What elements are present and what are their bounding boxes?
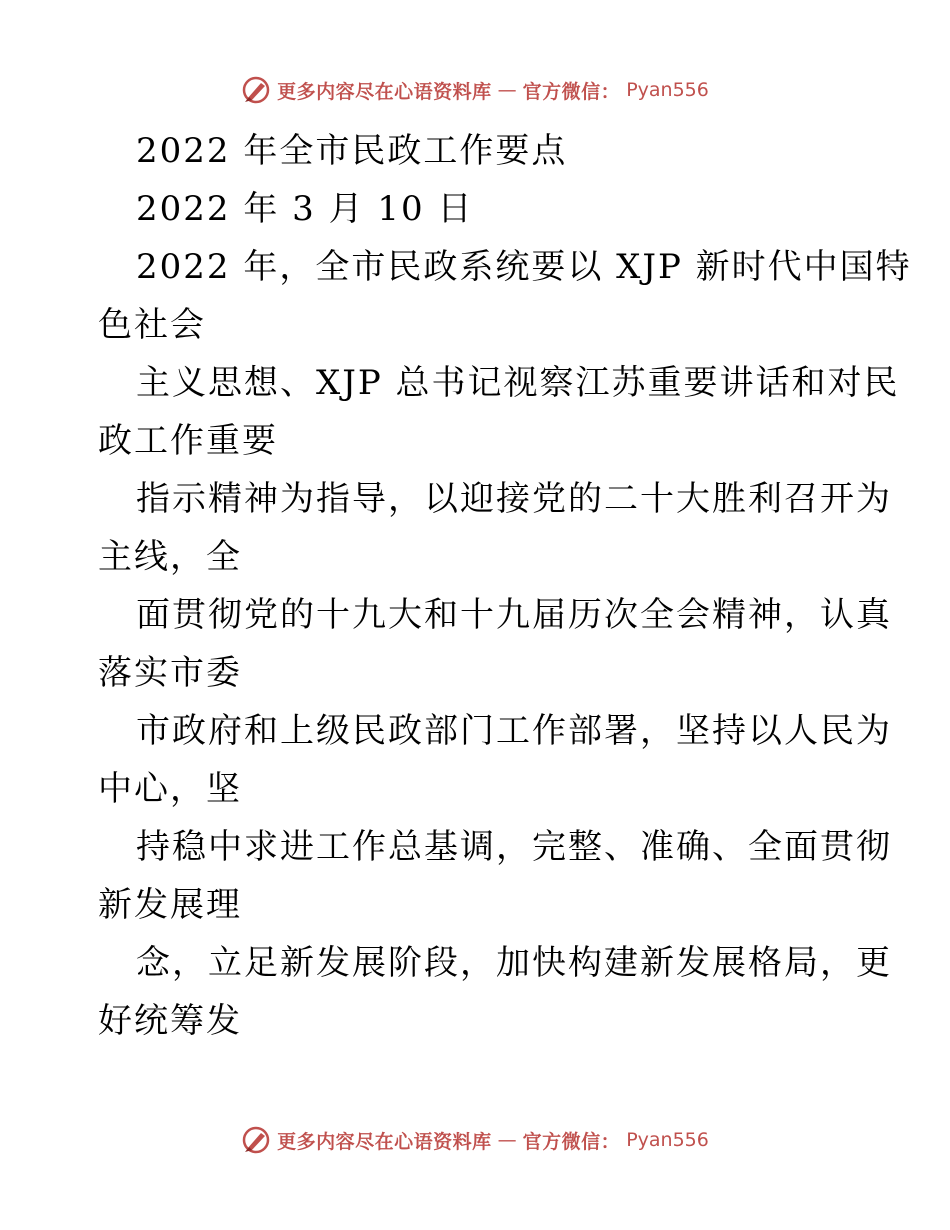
watermark-handle: Pyan556 (626, 79, 709, 101)
document-date: 2022 年 3 月 10 日 (136, 189, 474, 229)
watermark-dash: — (497, 79, 517, 101)
paragraph-line: 指示精神为指导，以迎接党的二十大胜利召开为 (136, 479, 892, 519)
paragraph-line: 政工作重要 (98, 421, 278, 461)
document-title: 2022 年全市民政工作要点 (136, 131, 568, 171)
watermark-dash: — (497, 1129, 517, 1151)
header-watermark (0, 70, 950, 110)
paragraph-line: 中心，坚 (98, 769, 242, 809)
paragraph-line: 新发展理 (98, 885, 242, 925)
paragraph-line: 市政府和上级民政部门工作部署，坚持以人民为 (136, 711, 892, 751)
watermark-text: 更多内容尽在心语资料库 (277, 1130, 492, 1153)
watermark-label: 官方微信： (522, 80, 621, 103)
paragraph-line: 色社会 (98, 305, 206, 345)
paragraph-line: 念，立足新发展阶段，加快构建新发展格局，更 (136, 943, 892, 983)
paragraph-line: 主线，全 (98, 537, 242, 577)
document-body (98, 122, 912, 1050)
paragraph-line: 主义思想、XJP 总书记视察江苏重要讲话和对民 (136, 363, 900, 403)
paragraph-line: 2022 年，全市民政系统要以 XJP 新时代中国特 (136, 247, 912, 287)
watermark-handle: Pyan556 (626, 1129, 709, 1151)
watermark-text: 更多内容尽在心语资料库 (277, 80, 492, 103)
watermark-label: 官方微信： (522, 1130, 621, 1153)
paragraph-line: 好统筹发 (98, 1001, 242, 1041)
footer-watermark (0, 1120, 950, 1160)
paragraph-line: 落实市委 (98, 653, 242, 693)
paragraph-line: 持稳中求进工作总基调，完整、准确、全面贯彻 (136, 827, 892, 867)
pen-logo-icon (241, 75, 271, 105)
pen-logo-icon (241, 1125, 271, 1155)
paragraph-line: 面贯彻党的十九大和十九届历次全会精神，认真 (136, 595, 892, 635)
